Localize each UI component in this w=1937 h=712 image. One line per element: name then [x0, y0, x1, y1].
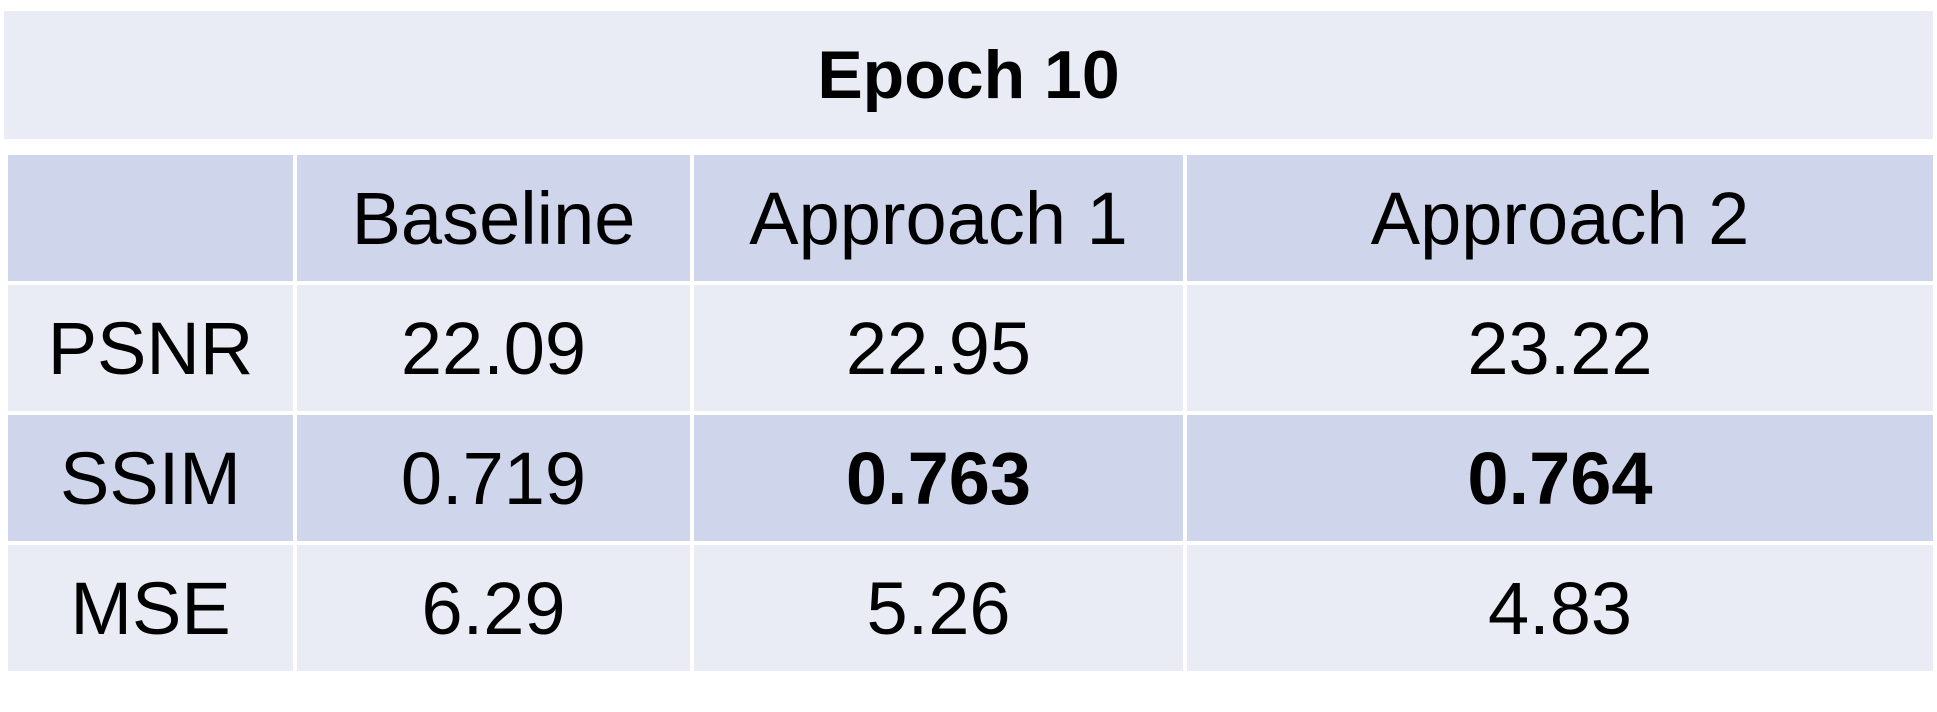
cell-ssim-baseline: 0.719 — [295, 413, 692, 543]
cell-mse-approach-2: 4.83 — [1185, 543, 1935, 673]
row-label-ssim: SSIM — [6, 413, 295, 543]
row-label-psnr: PSNR — [6, 283, 295, 413]
table-row-mse — [6, 543, 1935, 673]
cell-ssim-approach-1: 0.763 — [692, 413, 1185, 543]
header-approach-1: Approach 1 — [692, 153, 1185, 283]
header-baseline: Baseline — [295, 153, 692, 283]
table-row-ssim — [6, 413, 1935, 543]
cell-psnr-approach-1: 22.95 — [692, 283, 1185, 413]
header-approach-2: Approach 2 — [1185, 153, 1935, 283]
header-row — [6, 153, 1935, 283]
table-title: Epoch 10 — [4, 11, 1933, 139]
cell-mse-approach-1: 5.26 — [692, 543, 1185, 673]
metrics-table — [4, 151, 1937, 675]
cell-mse-baseline: 6.29 — [295, 543, 692, 673]
row-label-mse: MSE — [6, 543, 295, 673]
header-corner-cell — [6, 153, 295, 283]
cell-psnr-approach-2: 23.22 — [1185, 283, 1935, 413]
table-row-psnr — [6, 283, 1935, 413]
cell-ssim-approach-2: 0.764 — [1185, 413, 1935, 543]
cell-psnr-baseline: 22.09 — [295, 283, 692, 413]
results-table — [4, 11, 1933, 675]
